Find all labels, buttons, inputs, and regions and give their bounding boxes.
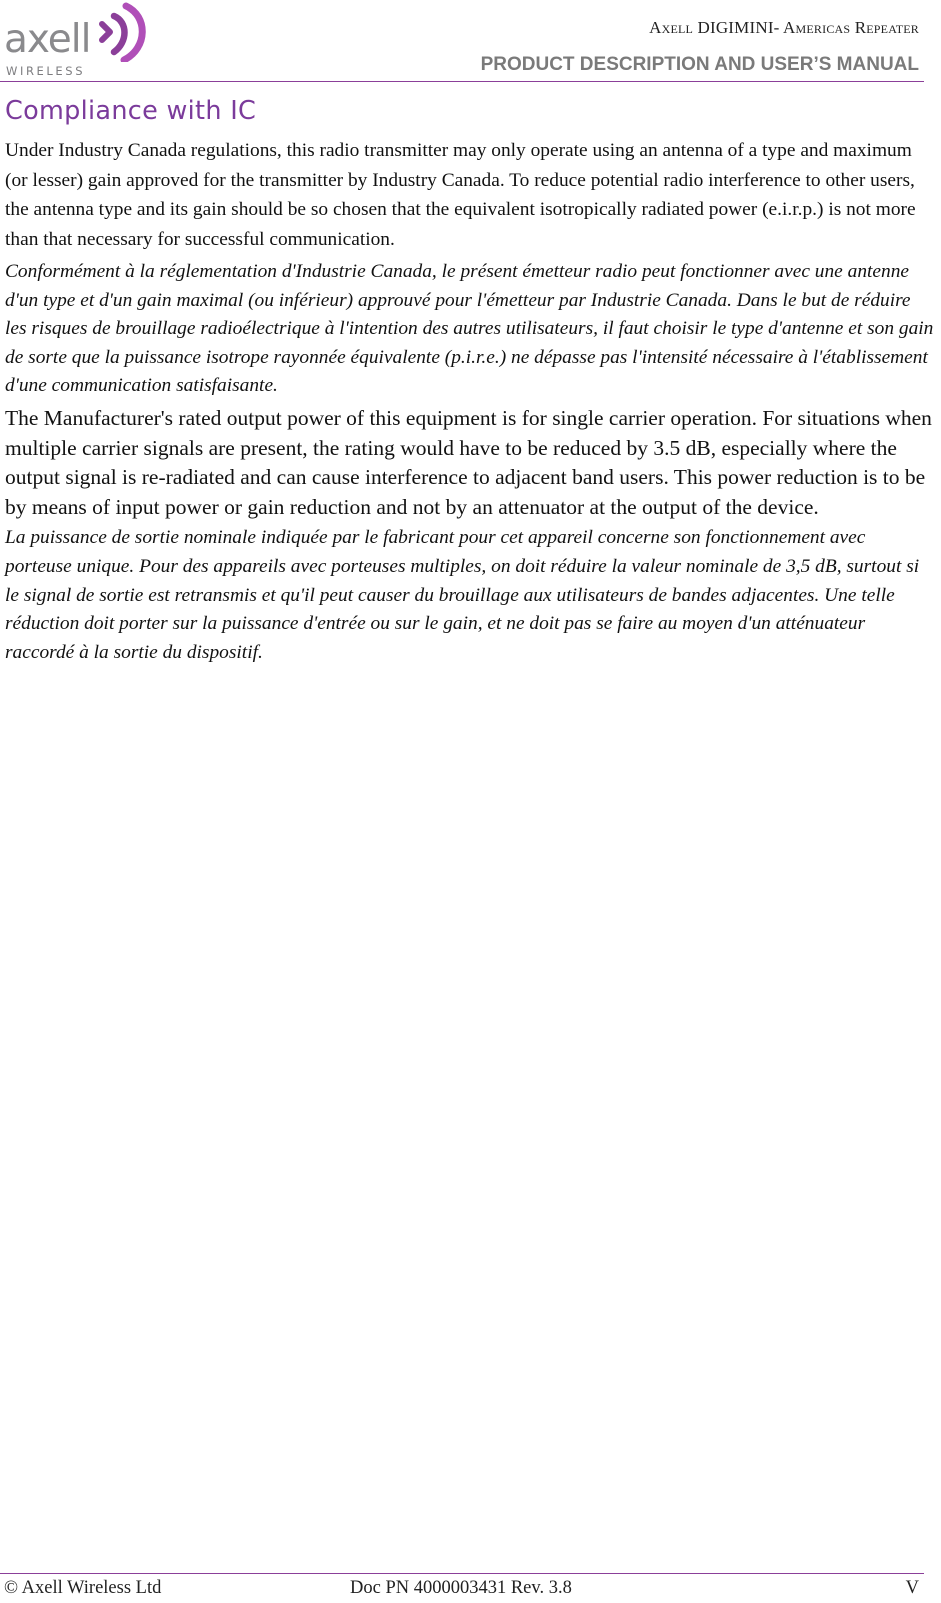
header-divider bbox=[0, 81, 924, 82]
ic-compliance-paragraph-en: Under Industry Canada regulations, this radio transmitter may only operate using an antenna of a type and maximum (or lesser) gain approved for the transmitter by Industry Canada. To reduce potential radio interference to other users, the antenna type and its gain should be so chosen that the equivalent isotropically radiated power (e.i.r.p.) is not more than that necessary for successful communication. bbox=[5, 140, 916, 250]
logo-signal-icon bbox=[94, 2, 154, 62]
ic-compliance-paragraph-fr: Conformément à la réglementation d'Industrie Canada, le présent émetteur radio peut fonctionner avec une antenne d'un type et d'un gain maximal (ou inférieur) approuvé pour l'émetteur par Industrie Canada. Dans le but de réduire les risques de brouillage radioélectrique à l'intention des autres utilisateurs, il faut choisir le type d'antenne et son gain de sorte que la puissance isotrope rayonnée équivalente (p.i.r.e.) ne dépasse pas l'intensité nécessaire à l'établissement d'une communication satisfaisante. bbox=[5, 261, 934, 397]
page-header bbox=[0, 0, 941, 82]
output-power-paragraph-fr: La puissance de sortie nominale indiquée par le fabricant pour cet appareil concerne son fonctionnement avec porteuse unique. Pour des appareils avec porteuses multiples, on doit réduire la valeur nominale de 3,5 dB, surtout si le signal de sortie est retransmis et qu'il peut causer du brouillage aux utilisateurs de bandes adjacentes. Une telle réduction doit porter sur la puissance d'entrée ou sur le gain, et ne doit pas se faire au moyen d'un atténuateur raccordé à la sortie du dispositif. bbox=[5, 527, 920, 663]
footer-page-number: V bbox=[905, 1578, 919, 1598]
footer-copyright: © Axell Wireless Ltd bbox=[4, 1578, 162, 1598]
footer-divider bbox=[0, 1573, 924, 1574]
output-power-paragraph-en: The Manufacturer's rated output power of this equipment is for single carrier operation. For situations when multiple carrier signals are present, the rating would have to be reduced by 3.5 dB, especially where the output signal is re-radiated and can cause interference to adjacent band users. This power reduction is to be by means of input power or gain reduction and not by an attenuator at the output of the device. bbox=[5, 405, 932, 519]
axell-wireless-logo bbox=[4, 2, 154, 78]
header-title: Axell DIGIMINI- Americas Repeater bbox=[649, 18, 919, 37]
page-content bbox=[5, 94, 935, 667]
header-subtitle: PRODUCT DESCRIPTION AND USER’S MANUAL bbox=[480, 54, 919, 75]
logo-subtext: WIRELESS bbox=[6, 64, 86, 78]
footer-doc-number: Doc PN 4000003431 Rev. 3.8 bbox=[350, 1578, 572, 1598]
section-title: Compliance with IC bbox=[5, 96, 257, 126]
logo-wordmark: axell bbox=[4, 17, 91, 62]
